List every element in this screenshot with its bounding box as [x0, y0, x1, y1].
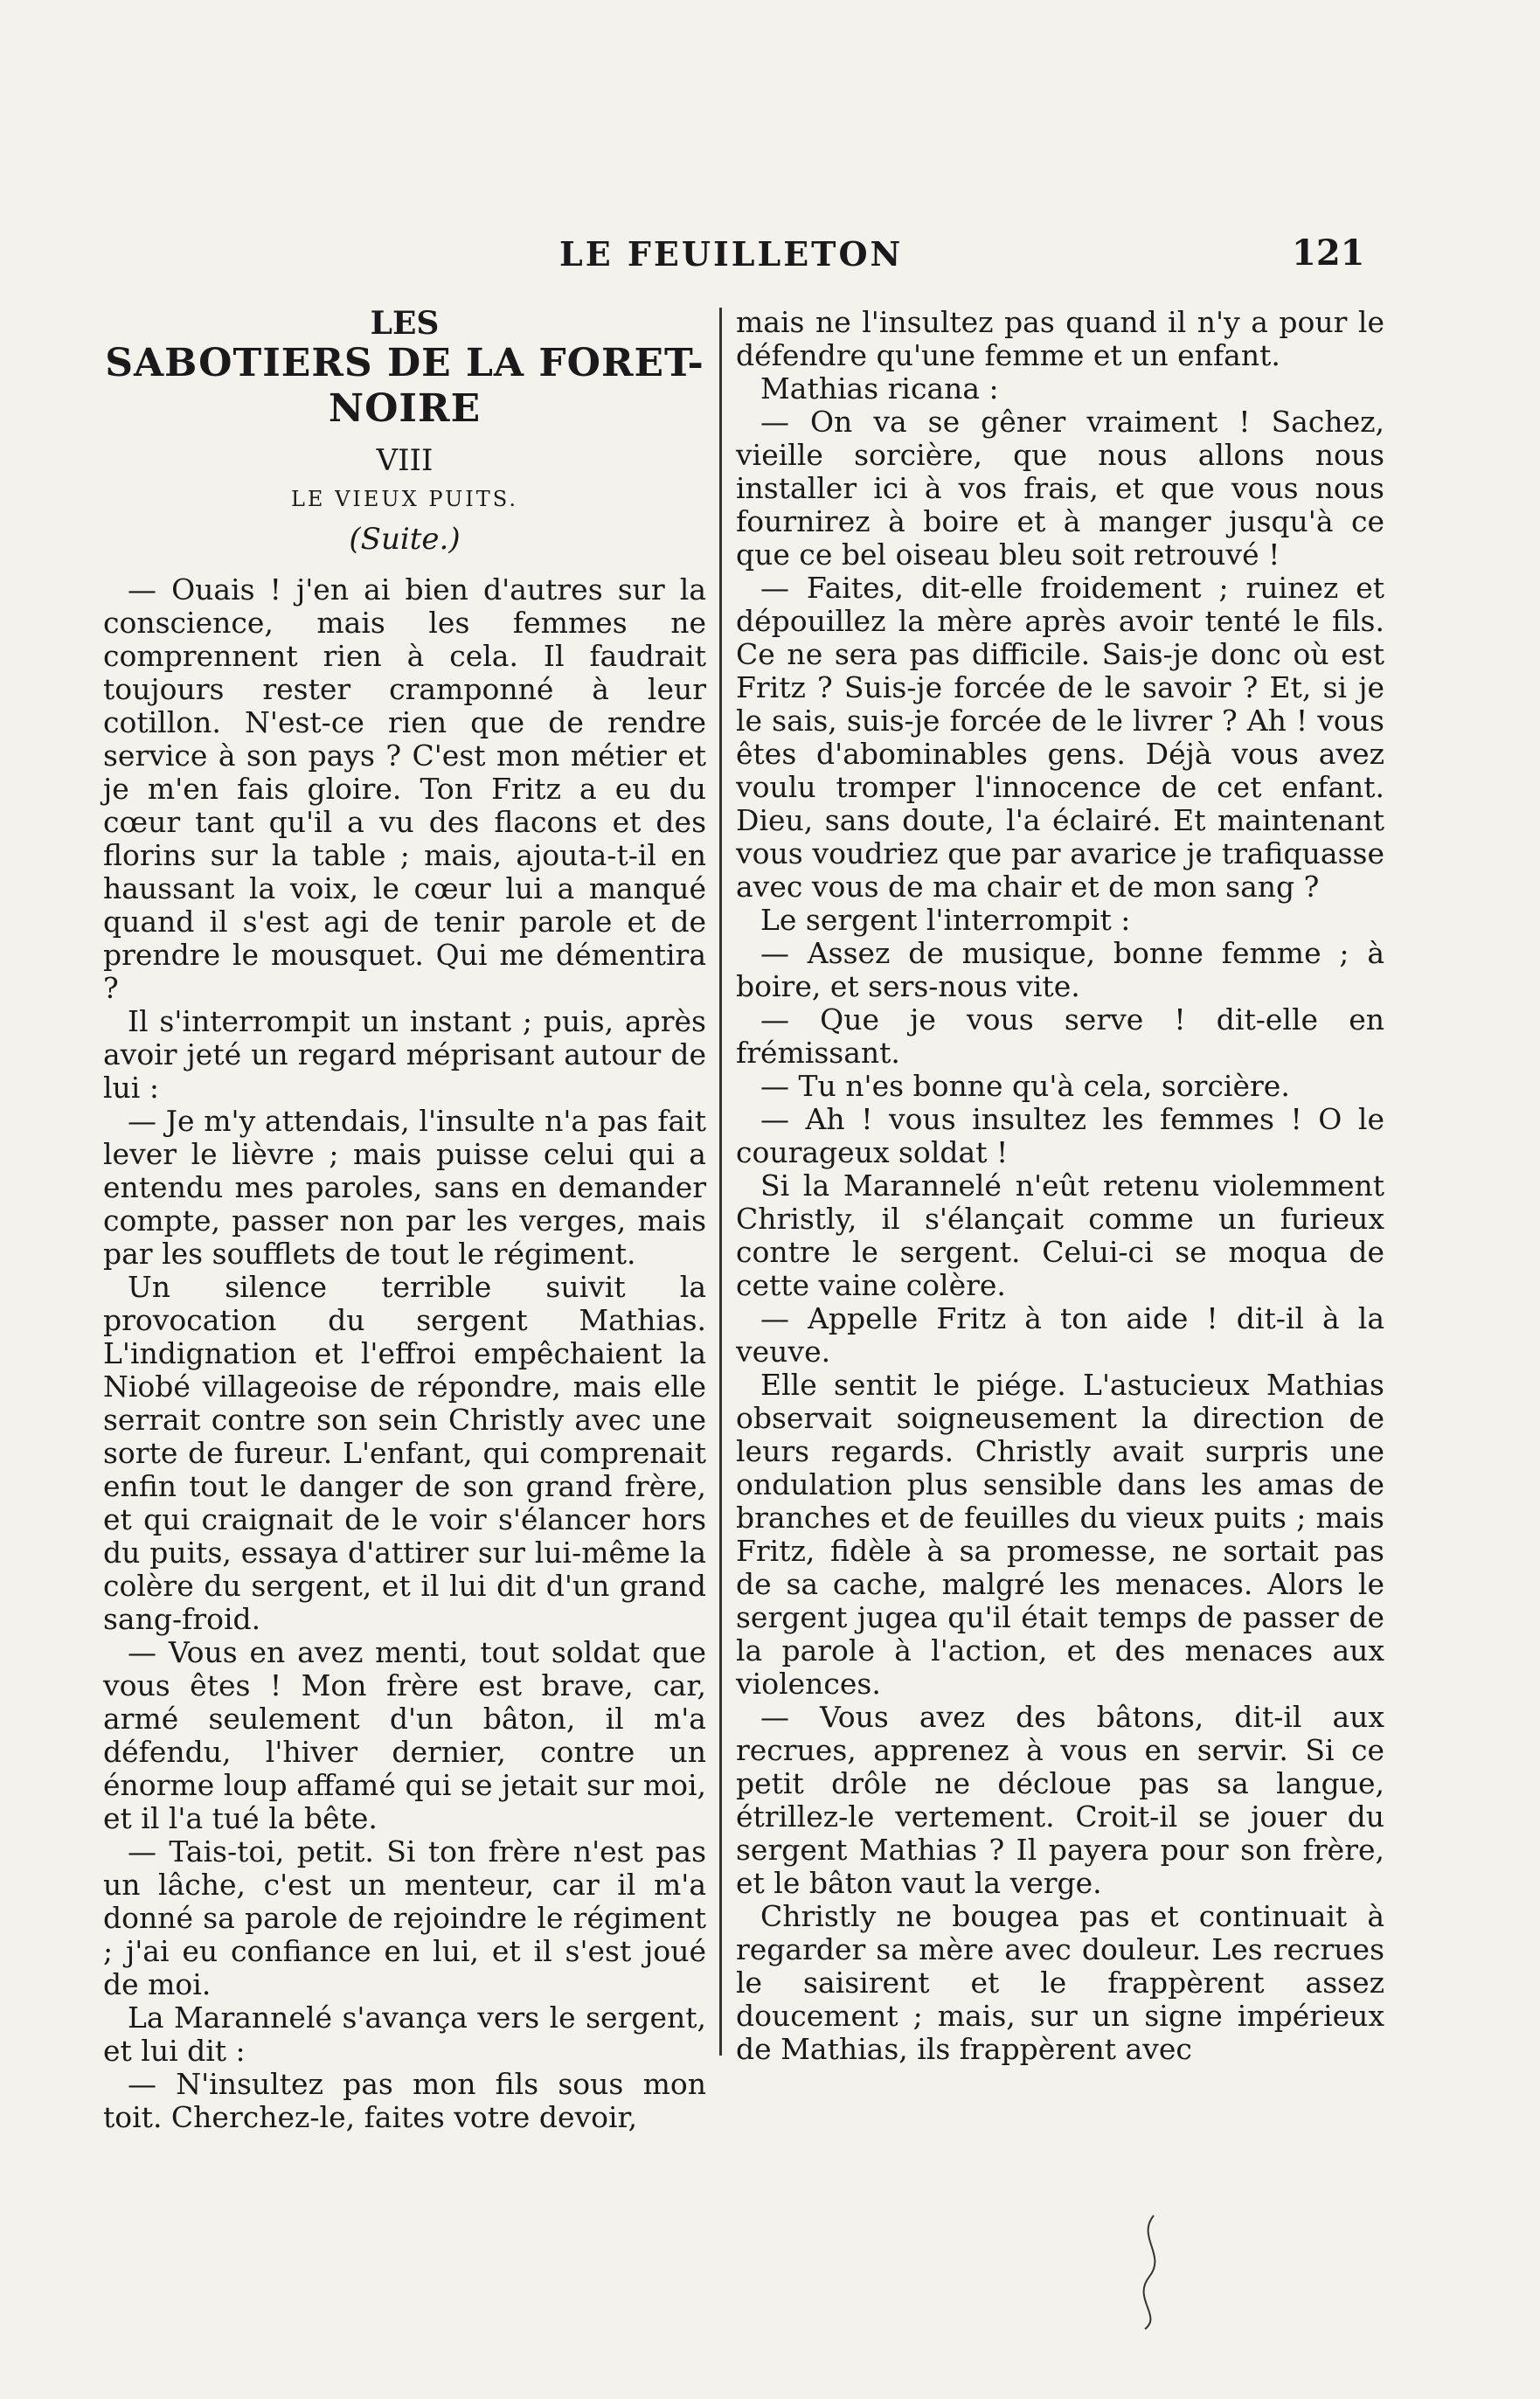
right-paragraph: Si la Marannelé n'eût retenu violemment Christly, il s'élançait comme un furieux contre le sergent. Celui-ci se moqua de cette vaine colère.: [736, 1168, 1384, 1302]
right-paragraph: Mathias ricana :: [760, 371, 999, 406]
title-line-2: SABOTIERS DE LA FORET-NOIRE: [105, 341, 704, 431]
right-paragraph: — Que je vous serve ! dit-elle en frémissant.: [736, 1002, 1384, 1070]
right-paragraph: — Tu n'es bonne qu'à cela, sorcière.: [760, 1069, 1290, 1103]
left-paragraph: Un silence terrible suivit la provocation du sergent Mathias. L'indignation et l'effroi empêchaient la Niobé villageoise de répondre, mais elle serrait contre son sein Christly avec une sorte de fureur. L'enfant, qui comprenait enfin tout le danger de son grand frère, et qui craignait de le voir s'élancer hors du puits, essaya d'attirer sur lui-même la colère du sergent, et il lui dit d'un grand sang-froid.: [103, 1270, 706, 1636]
left-paragraph: — Tais-toi, petit. Si ton frère n'est pas un lâche, c'est un menteur, car il m'a donné sa parole de rejoindre le régiment ; j'ai eu confiance en lui, et il s'est joué de moi.: [103, 1834, 706, 2001]
left-paragraph: Il s'interrompit un instant ; puis, après avoir jeté un regard méprisant autour de lui :: [103, 1004, 706, 1105]
chapter-title: LE VIEUX PUITS.: [290, 487, 518, 511]
right-paragraph: Elle sentit le piége. L'astucieux Mathias observait soigneusement la direction de leurs regards. Christly avait surpris une ondulation plus sensible dans les amas de branches et de feuilles du vieux puits ; mais Fritz, fidèle à sa promesse, ne sortait pas de sa cache, malgré les menaces. Alors le sergent jugea qu'il était temps de passer de la parole à l'action, et des menaces aux violences.: [736, 1368, 1384, 1701]
running-head: LE FEUILLETON: [559, 234, 904, 274]
right-column: [736, 306, 1384, 2066]
title-line-1: LES: [370, 305, 440, 342]
right-paragraph: — On va se gêner vraiment ! Sachez, vieille sorcière, que nous allons nous installer ici à vos frais, et que vous nous fournirez à boire et à manger jusqu'à ce que ce bel oiseau bleu soit retrouvé !: [736, 405, 1384, 572]
page-number: 121: [1292, 232, 1365, 274]
right-paragraph: Le sergent l'interrompit :: [760, 903, 1131, 937]
right-paragraph: — Ah ! vous insultez les femmes ! O le courageux soldat !: [736, 1102, 1384, 1169]
right-paragraph: mais ne l'insultez pas quand il n'y a pour le défendre qu'une femme et un enfant.: [736, 305, 1384, 372]
right-paragraph: — Faites, dit-elle froidement ; ruinez et dépouillez la mère après avoir tenté le fils. Ce ne sera pas difficile. Sais-je donc où est Fritz ? Suis-je forcée de le savoir ? Et, si je le sais, suis-je forcée de le livrer ? Ah ! vous êtes d'abominables gens. Déjà vous avez voulu tromper l'innocence de cet enfant. Dieu, sans doute, l'a éclairé. Et maintenant vous voudriez que par avarice je trafiquasse avec vous de ma chair et de mon sang ?: [736, 571, 1384, 904]
left-column: [103, 306, 706, 2134]
article-title-block: [103, 306, 706, 556]
right-paragraph: — Appelle Fritz à ton aide ! dit-il à la veuve.: [736, 1301, 1384, 1369]
right-paragraph: — Vous avez des bâtons, dit-il aux recrues, apprenez à vous en servir. Si ce petit drôle ne décloue pas sa langue, étrillez-le vertement. Croit-il se jouer du sergent Mathias ? Il payera pour son frère, et le bâton vaut la verge.: [736, 1700, 1384, 1900]
chapter-number: VIII: [376, 443, 434, 478]
right-paragraph: — Assez de musique, bonne femme ; à boire, et sers-nous vite.: [736, 936, 1384, 1003]
suite-label: (Suite.): [349, 522, 461, 557]
left-paragraph: — Vous en avez menti, tout soldat que vous êtes ! Mon frère est brave, car, armé seulement d'un bâton, il m'a défendu, l'hiver dernier, contre un énorme loup affamé qui se jetait sur moi, et il l'a tué la bête.: [103, 1635, 706, 1835]
left-paragraph: La Marannelé s'avança vers le sergent, et lui dit :: [103, 2000, 706, 2068]
right-paragraph: Christly ne bougea pas et continuait à regarder sa mère avec douleur. Les recrues le saisirent et le frappèrent assez doucement ; mais, sur un signe impérieux de Mathias, ils frappèrent avec: [736, 1899, 1384, 2066]
left-paragraph: — N'insultez pas mon fils sous mon toit. Cherchez-le, faites votre devoir,: [103, 2067, 706, 2134]
column-divider: [719, 308, 722, 2056]
left-paragraph: — Ouais ! j'en ai bien d'autres sur la conscience, mais les femmes ne comprennent rien à cela. Il faudrait toujours rester cramponné à leur cotillon. N'est-ce rien que de rendre service à son pays ? C'est mon métier et je m'en fais gloire. Ton Fritz a eu du cœur tant qu'il a vu des flacons et des florins sur la table ; mais, ajouta-t-il en haussant la voix, le cœur lui a manqué quand il s'est agi de tenir parole et de prendre le mousquet. Qui me démentira ?: [103, 572, 706, 1005]
ink-mark-decoration: [1127, 2211, 1180, 2333]
left-paragraph: — Je m'y attendais, l'insulte n'a pas fait lever le lièvre ; mais puisse celui qui a entendu mes paroles, sans en demander compte, passer non par les verges, mais par les soufflets de tout le régiment.: [103, 1104, 706, 1271]
